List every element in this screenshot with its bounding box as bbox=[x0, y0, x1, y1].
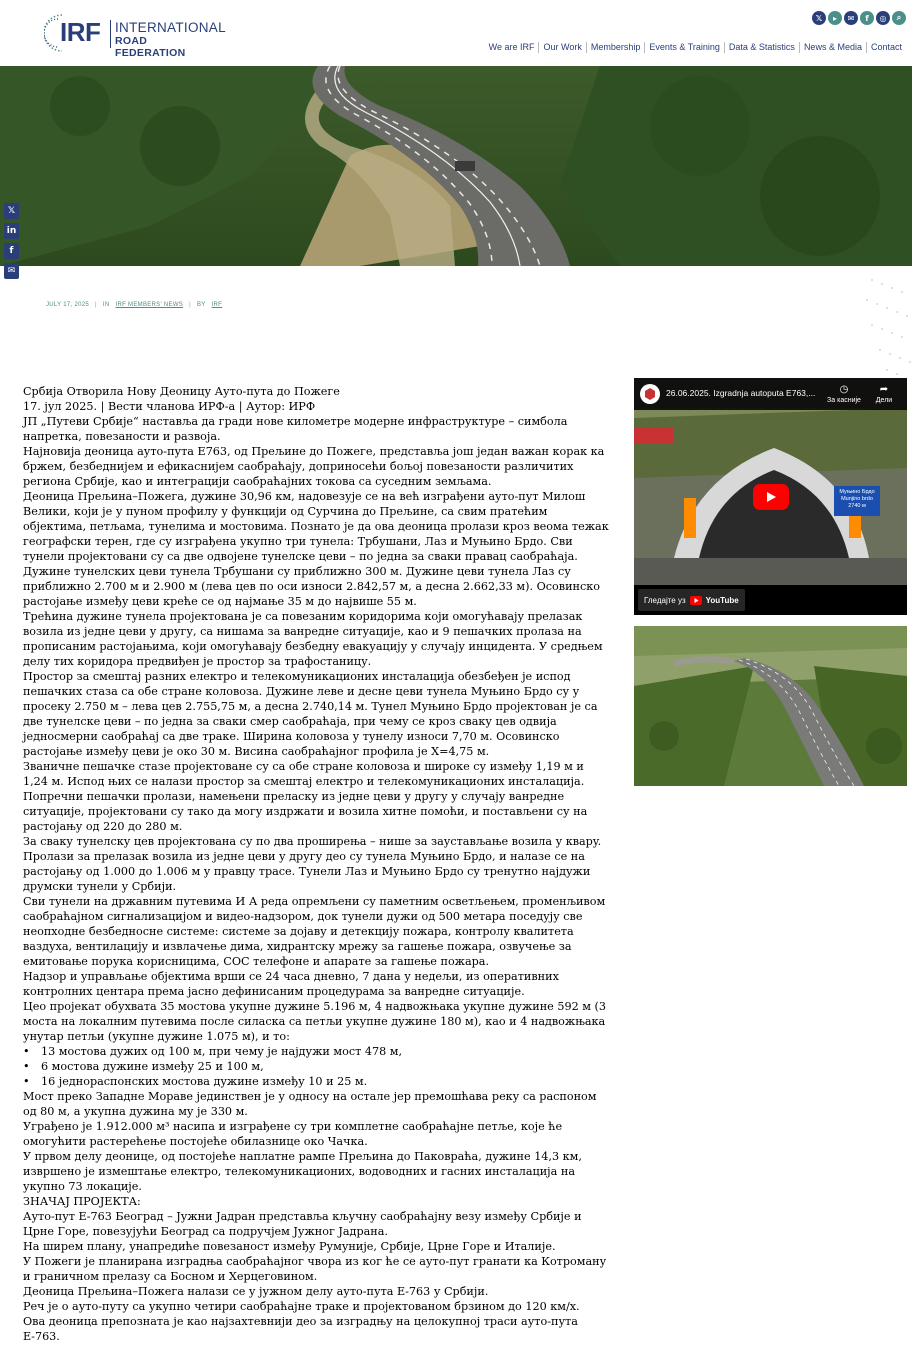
email-icon[interactable]: ✉ bbox=[4, 263, 19, 279]
clock-icon: ◷ bbox=[839, 384, 849, 395]
list-item bbox=[23, 1074, 611, 1089]
x-icon[interactable]: 𝕏 bbox=[4, 203, 19, 219]
article-paragraph: У Пожеги је планирана изградња саобраћајног чвора из ког ће се ауто-пут гранати ка Котроману и граничном прелазу са Босном и Херцеговином. bbox=[23, 1255, 607, 1283]
article-paragraph: Цео пројекат обухвата 35 мостова укупне дужине 5.196 м, 4 надвожњака укупне дужине 592 м (3 моста на локалним путевима после силаска са петљи укупне дужине 180 м), као и 4 надвожњака унутар петљи (укупне дужине 1.075 м), и то: bbox=[23, 1000, 606, 1043]
play-icon bbox=[765, 491, 777, 503]
watch-on-youtube-button[interactable] bbox=[638, 589, 745, 611]
article-paragraph: Простор за смештај разних електро и телекомуникационих инсталација обезбеђен је испод пешачких стаза са обе стране коловоза. Дужине леве и десне цеви тунела Муњино Брдо су у просеку 2.750 м – лева цев 2.755,75 м, а десна 2.740,14 м. Тунел Муњино Брдо пројектован је са две тунелске цеви – по једна за сваки смер саобраћаја, при чему се кроз сваку цев одвија једносмерни саобраћај са две траке. Ширина коловоза у тунелу износи 7,70 м. Осовинско растојање између цеви је око 30 м. Висина саобраћајног профила је Х=4,75 м. bbox=[23, 670, 598, 758]
article-paragraph: Уграђено је 1.912.000 м³ насипа и изграђене су три комплетне саобраћајне петље, које ће омогућити растерећење постојеће обилазнице око Чачка. bbox=[23, 1120, 563, 1148]
logo-line-1: INTERNATIONAL bbox=[115, 20, 226, 35]
list-item bbox=[23, 1059, 611, 1074]
hero-highway-image bbox=[0, 66, 912, 266]
post-date: JULY 17, 2025 bbox=[46, 302, 90, 308]
video-title[interactable]: 26.06.2025. Izgradnja autoputa E763,... bbox=[666, 388, 816, 398]
article-paragraph: Ауто-пут Е-763 Београд – Јужни Јадран представља кључну саобраћајну везу између Србије и Црне Горе, повезујући Београд са подручјем Јужног Јадрана. bbox=[23, 1210, 582, 1238]
tunnel-sign-line-2: Munjino brdo bbox=[841, 496, 873, 502]
list-item-text: 16 једнораспонских мостова дужине између 10 и 25 м. bbox=[41, 1075, 368, 1088]
article-paragraph: Ова деоница препозната је као најзахтевнији део за изградњу на целокупној траси ауто-пута Е-763. bbox=[23, 1315, 578, 1343]
nav-events-training[interactable]: Events & Training bbox=[644, 42, 724, 53]
article-paragraph: Надзор и управљање објектима врши се 24 часа дневно, 7 дана у недељи, из оперативних контролних центара према јасно дефинисаним процедурама за ванредне ситуације. bbox=[23, 970, 559, 998]
facebook-icon[interactable]: f bbox=[4, 243, 19, 259]
nav-news-media[interactable]: News & Media bbox=[799, 42, 866, 53]
article-paragraph: Дужине тунелских цеви тунела Трбушани су приближно 300 м. Дужине цеви тунела Лаз су приближно 2.700 м и 2.900 м (лева цев по оси износи 2.842,57 м, а десна 2.662,33 м). Осовинско растојање између цеви креће се од најмање 35 м до највише 55 м. bbox=[23, 565, 600, 608]
main-nav bbox=[485, 42, 906, 53]
article-byline: 17. јул 2025. | Вести чланова ИРФ-а | Аутор: ИРФ bbox=[23, 400, 316, 413]
linkedin-icon[interactable]: in bbox=[4, 223, 19, 239]
irf-logo[interactable] bbox=[44, 11, 226, 59]
article-subheading: ЗНАЧАЈ ПРОЈЕКТА: bbox=[23, 1195, 141, 1208]
list-item bbox=[23, 1044, 611, 1059]
logo-divider bbox=[110, 20, 111, 48]
tunnel-sign-line-3: 2740 м bbox=[848, 503, 866, 509]
article-paragraph: На ширем плану, унапредиће повезаност између Румуније, Србије, Црне Горе и Италије. bbox=[23, 1240, 556, 1253]
article-paragraph: ЈП „Путеви Србије“ наставља да гради нове километре модерне инфраструктуре – симбола напретка, повезаности и развоја. bbox=[23, 415, 568, 443]
article-paragraph: Најновија деоница ауто-пута Е763, од Прељине до Пожеге, представља још један важан корак ка бржем, безбеднијем и ефикаснијем саобраћају, доприносећи бољој повезаности различитих региона Србије, као и интеграцији саобраћајних токова са суседним земљама. bbox=[23, 445, 605, 488]
watch-later-button[interactable] bbox=[824, 384, 864, 404]
youtube-video-embed[interactable] bbox=[634, 378, 907, 615]
bullet-mark: • bbox=[23, 1045, 30, 1058]
youtube-icon[interactable]: ▸ bbox=[828, 11, 842, 25]
header-social-icons bbox=[812, 11, 906, 25]
article-paragraph: Званичне пешачке стазе пројектоване су са обе стране коловоза и широке су између 1,19 м и 1,24 м. Испод њих се налази простор за смештај електро и телекомуникационих инсталација. bbox=[23, 760, 585, 788]
channel-avatar[interactable] bbox=[640, 384, 660, 404]
channel-logo-icon bbox=[643, 387, 657, 401]
logo-short-text: IRF bbox=[60, 17, 101, 47]
watch-later-label: За касније bbox=[827, 397, 861, 404]
facebook-icon[interactable]: f bbox=[860, 11, 874, 25]
site-header bbox=[0, 0, 912, 66]
nav-membership[interactable]: Membership bbox=[586, 42, 645, 53]
youtube-wordmark: YouTube bbox=[705, 595, 739, 605]
nav-we-are-irf[interactable]: We are IRF bbox=[488, 42, 535, 52]
article-title: Србија Отворила Нову Деоницу Ауто-пута до Пожеге bbox=[23, 385, 340, 398]
decorative-dot-pattern bbox=[772, 270, 912, 380]
article-paragraph: За сваку тунелску цев пројектована су по два проширења – нише за заустављање возила у кварy. bbox=[23, 835, 602, 848]
list-item-text: 6 мостова дужине између 25 и 100 м, bbox=[41, 1060, 264, 1073]
meta-in-label: IN bbox=[102, 302, 110, 308]
logo-line-2: ROAD FEDERATION bbox=[115, 35, 186, 59]
tunnel-sign bbox=[837, 489, 877, 510]
play-button[interactable] bbox=[753, 484, 789, 510]
category-link[interactable]: IRF MEMBERS' NEWS bbox=[115, 302, 184, 308]
nav-data-statistics[interactable]: Data & Statistics bbox=[724, 42, 799, 53]
meta-separator: | bbox=[95, 302, 97, 308]
share-sidebar bbox=[4, 203, 19, 279]
meta-separator: | bbox=[189, 302, 191, 308]
tunnel-sign-line-1: Муњино Брдо bbox=[839, 489, 875, 495]
article-body bbox=[23, 384, 611, 1344]
nav-contact[interactable]: Contact bbox=[866, 42, 906, 53]
article-paragraph: У првом делу деонице, од постојеће наплатне рампе Прељина до Паковраћа, дужине 14,3 км, извршено је измештање електро, телекомуникационих, водоводних и гасних инсталација на укупно 73 локације. bbox=[23, 1150, 582, 1193]
article-paragraph: Реч је о ауто-путу са укупно четири саобраћајне траке и пројектованом брзином до 120 км/х. bbox=[23, 1300, 580, 1313]
nav-our-work[interactable]: Our Work bbox=[538, 42, 585, 53]
article-paragraph: Деоница Прељина–Пожега, дужине 30,96 км, надовезује се на већ изграђени ауто-пут Милош Велики, који је у пуном профилу у функцији од Сурчина до Прељине, са свим пратећим објектима, петљама, тунелима и мостовима. Познато је да ова деоница пролази кроз веома тежак географски терен, где су изграђена укупно три тунела: Трбушани, Лаз и Муњино Брдо. Сви тунели пројектовани су са две одвојене тунелске цеви – по једна за сваки правац саобраћаја. bbox=[23, 490, 609, 563]
meta-by-label: BY bbox=[196, 302, 206, 308]
share-label: Дели bbox=[875, 397, 893, 404]
article-paragraph: Пролази за прелазак возила из једне цеви у другу део су тунела Муњино Брдо, и налазе се на растојању од 1.000 до 1.006 м у правцу трасе. Тунели Лаз и Муњино Брдо су тренутно најдужи друмски тунели у Србији. bbox=[23, 850, 591, 893]
search-icon[interactable]: ⌕ bbox=[892, 11, 906, 25]
email-icon[interactable]: ✉ bbox=[844, 11, 858, 25]
author-link[interactable]: IRF bbox=[211, 302, 223, 308]
article-paragraph: Мост преко Западне Мораве јединствен је у односу на остале јер премошћава реку са распоном од 80 м, а укупна дужина му је 330 м. bbox=[23, 1090, 597, 1118]
article-paragraph: Трећина дужине тунела пројектована је са повезаним коридорима који омогућавају прелазак возила из једне цеви у другу, са нишама за ванредне ситуације, као и 9 пешачких пролаза на прописаним растојањима, који омогућавају безбедну евакуацију у случају инцидента. У средњем делу тих коридора предвиђен је простор за трафостаницу. bbox=[23, 610, 603, 668]
list-item-text: 13 мостова дужих од 100 м, при чему је најдужи мост 478 м, bbox=[41, 1045, 403, 1058]
share-icon: ➦ bbox=[879, 384, 889, 395]
bullet-mark: • bbox=[23, 1075, 30, 1088]
article-paragraph: Деоница Прељина–Пожега налази се у јужном делу ауто-пута Е-763 у Србији. bbox=[23, 1285, 489, 1298]
share-button[interactable] bbox=[864, 384, 904, 404]
post-meta bbox=[46, 302, 222, 308]
video-top-bar bbox=[634, 378, 907, 410]
article-paragraph: Сви тунели на државним путевима И А реда опремљени су паметним осветљењем, променљивом саобраћајном сигнализацијом и видео-надзором, док тунели дужи од 500 метара поседују све неопходне безбедносне системе: системе за дојаву и детекцију пожара, контролу квалитета ваздуха, вентилацију и извлачење дима, хидрантску мрежу за гашење пожара, озвучење за емитовање порука корисницима, СОС телефоне и апарате за гашење пожара. bbox=[23, 895, 606, 968]
video-bottom-bar bbox=[634, 585, 907, 615]
x-icon[interactable]: 𝕏 bbox=[812, 11, 826, 25]
watch-on-label: Гледајте уз bbox=[644, 595, 686, 605]
highway-aerial-photo bbox=[634, 626, 907, 786]
instagram-icon[interactable]: ◎ bbox=[876, 11, 890, 25]
youtube-icon bbox=[690, 596, 702, 605]
article-paragraph: Попречни пешачки пролази, намењени преласку из једне цеви у другу у случају ванредне ситуације, пројектовани су тако да могу издржати и возила хитне помоћи, и постављени су на растојању од 220 до 280 м. bbox=[23, 790, 588, 833]
bullet-mark: • bbox=[23, 1060, 30, 1073]
